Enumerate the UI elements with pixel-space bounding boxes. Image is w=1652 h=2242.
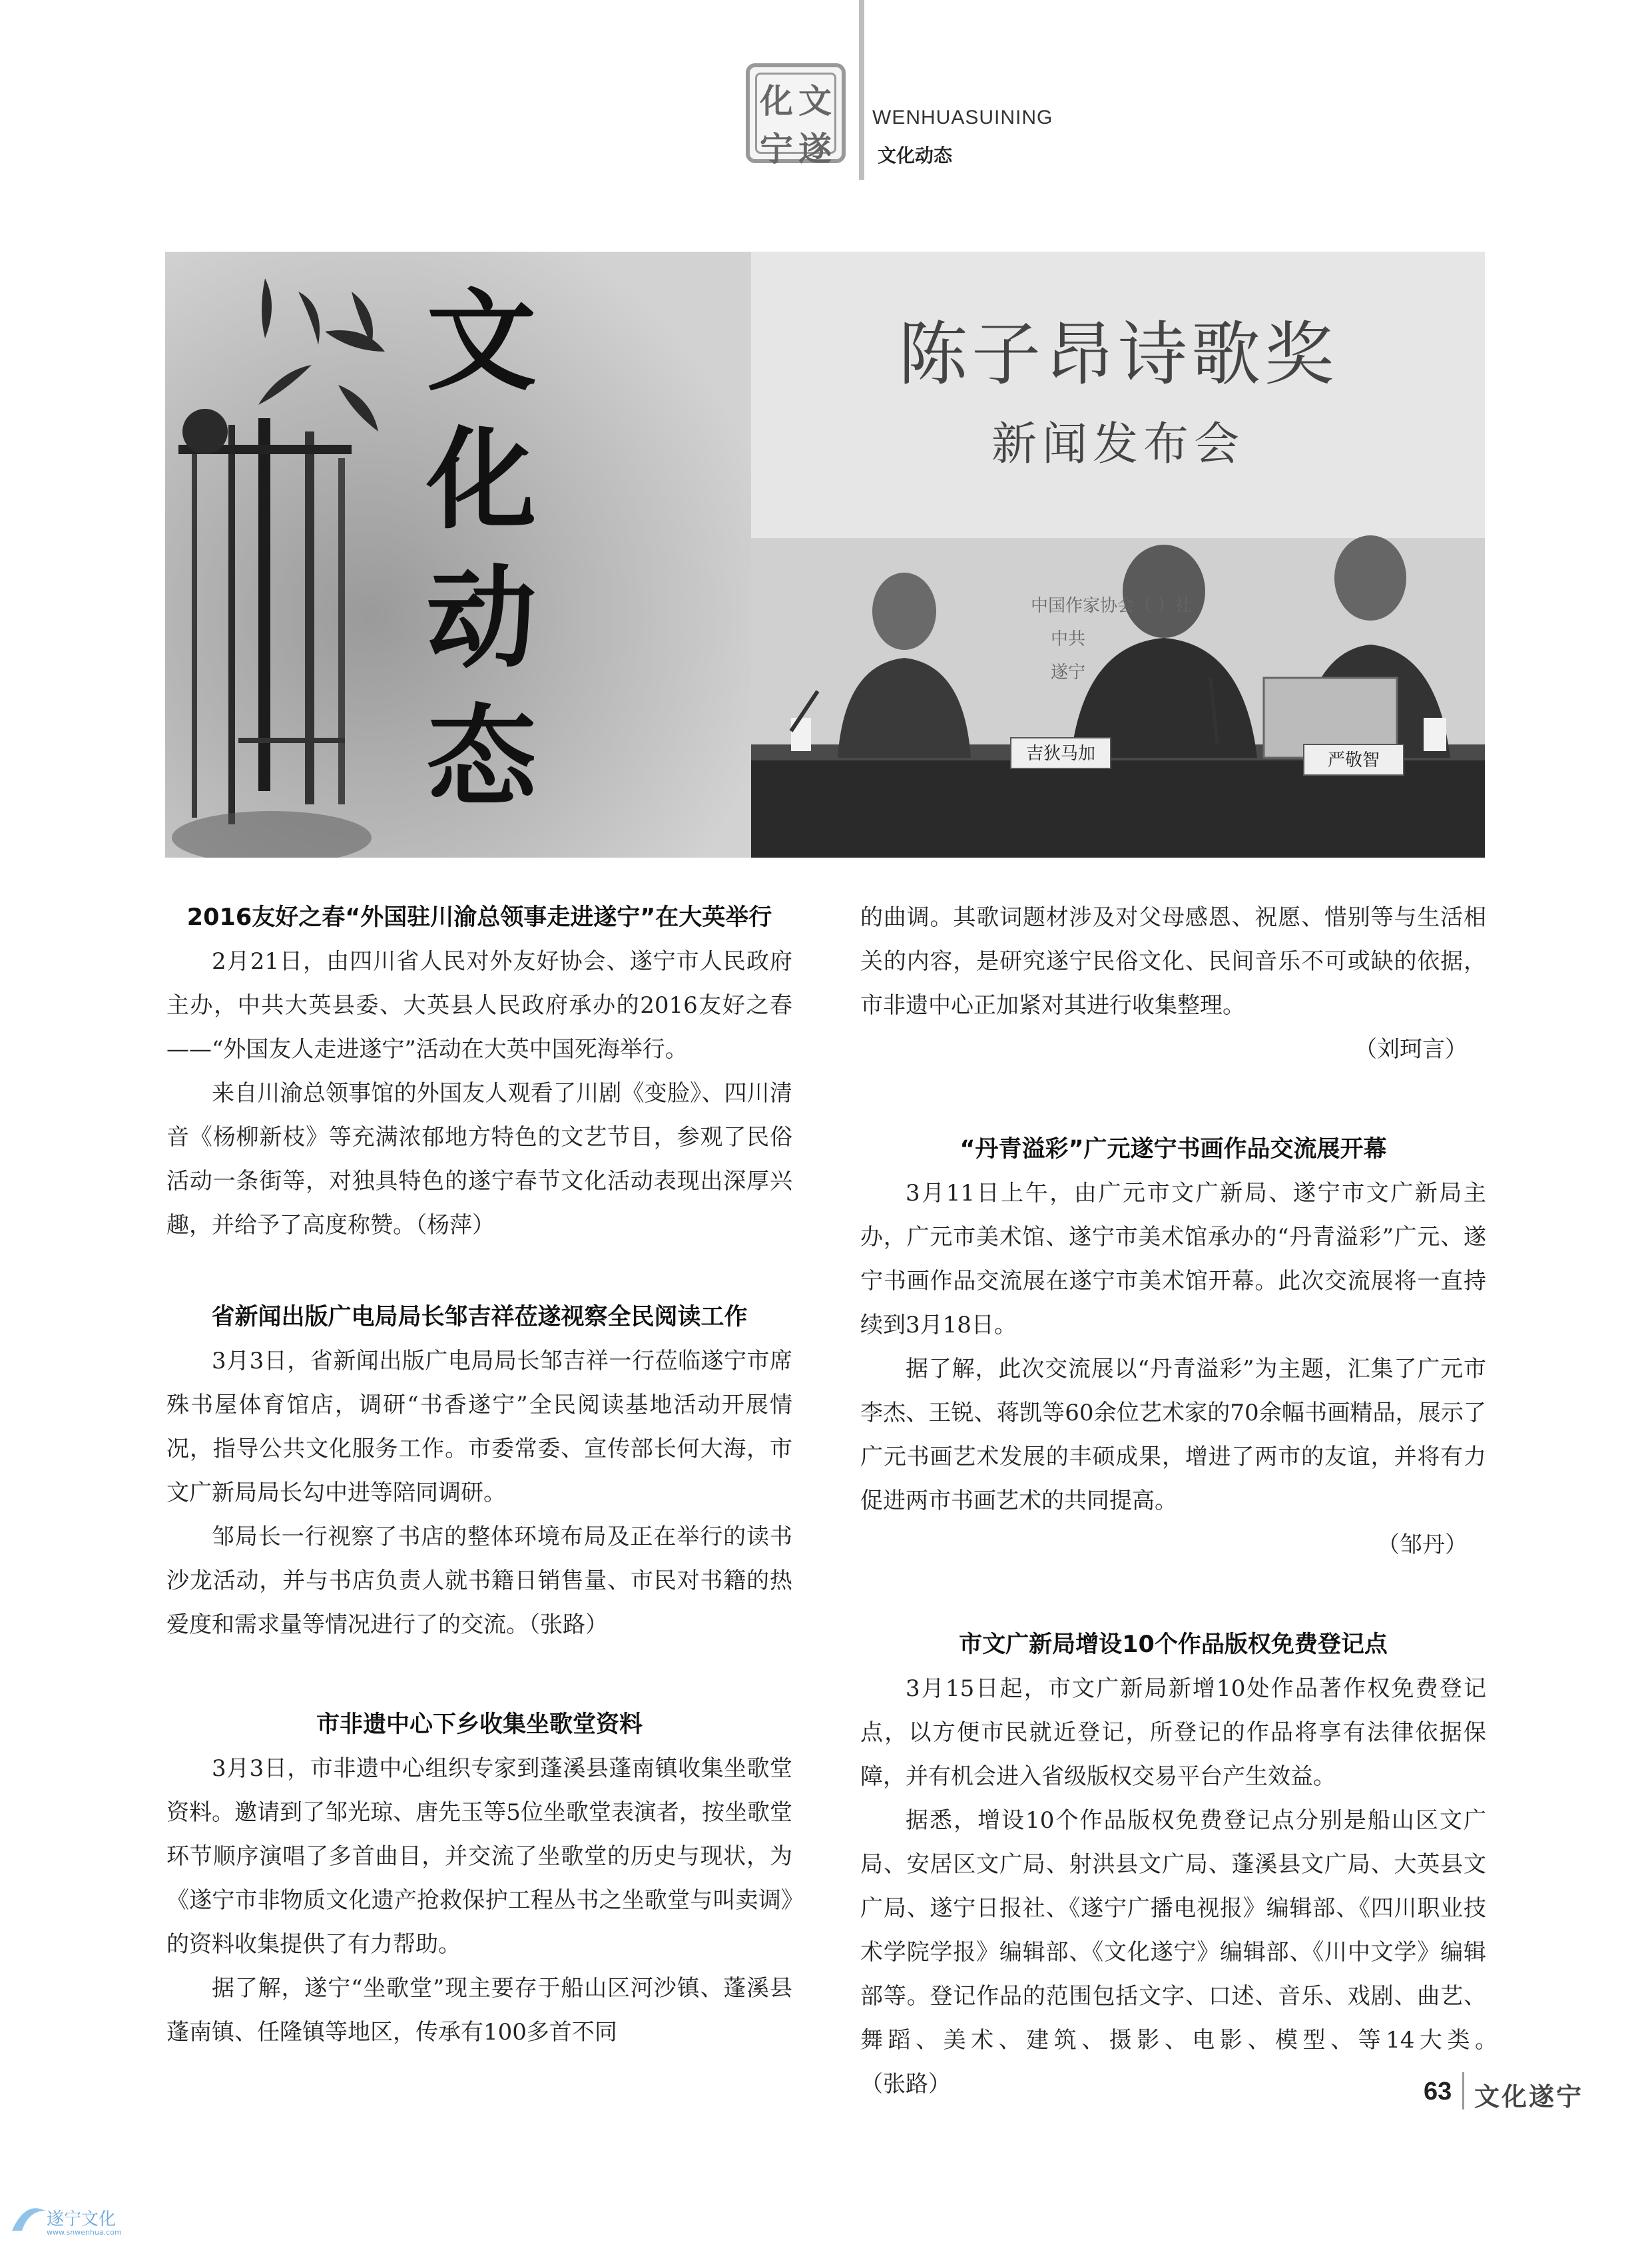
- page-number: 63: [1424, 2078, 1452, 2105]
- article-paragraph: 据了解，遂宁“坐歌堂”现主要存于船山区河沙镇、蓬溪县蓬南镇、任隆镇等地区，传承有100多首不同: [166, 1975, 792, 2046]
- magazine-name: 文化遂宁: [1474, 2082, 1584, 2111]
- backdrop-line: 遂宁: [1051, 663, 1086, 683]
- article-title: 市非遗中心下乡收集坐歌堂资料: [316, 1711, 643, 1738]
- big-title-char: 态: [426, 692, 537, 821]
- section-big-title: [418, 272, 545, 826]
- article-author: （刘珂言）: [1354, 1036, 1468, 1063]
- header-section-name: 文化动态: [878, 144, 953, 166]
- nameplate-left: 吉狄马加: [1025, 744, 1096, 764]
- backdrop-line: 中国作家协会（ ）社: [1031, 596, 1193, 616]
- big-title-char: 动: [426, 553, 537, 683]
- article-paragraph: 据悉，增设10个作品版权免费登记点分别是船山区文广局、安居区文广局、射洪县文广局、蓬溪县文广局、大英县文广局、遂宁日报社、《遂宁广播电视报》编辑部、《四川职业技术学院学报》编辑部、《文化遂宁》编辑部、《川中文学》编辑部等。登记作品的范围包括文字、口述、音乐、戏剧、曲艺、舞蹈、美术、建筑、摄影、电影、模型、等14大类。 （张路）: [860, 1807, 1577, 2098]
- article-paragraph-continued: 的曲调。其歌词题材涉及对父母感恩、祝愿、惜别等与生活相关的内容，是研究遂宁民俗文化、民间音乐不可或缺的依据，市非遗中心正加紧对其进行收集整理。: [860, 904, 1486, 1019]
- header-divider: [859, 0, 864, 180]
- article-paragraph: 据了解，此次交流展以“丹青溢彩”为主题，汇集了广元市李杰、王锐、蒋凯等60余位艺术家的70余幅书画精品，展示了广元书画艺术发展的丰硕成果，增进了两市的友谊，并将有力促进两市书画艺术的共同提高。: [860, 1356, 1486, 1514]
- article-paragraph: 3月3日，市非遗中心组织专家到蓬溪县蓬南镇收集坐歌堂资料。邀请到了邹光琼、唐先玉等5位坐歌堂表演者，按坐歌堂环节顺序演唱了多首曲目，并交流了坐歌堂的历史与现状，为《遂宁市非物质文化遗产抢救保护工程丛书之坐歌堂与叫卖调》的资料收集提供了有力帮助。: [166, 1755, 792, 1958]
- seal-char: 化: [760, 81, 793, 121]
- article-title: 省新闻出版广电局局长邹吉祥莅遂视察全民阅读工作: [211, 1304, 748, 1330]
- article-title: 市文广新局增设10个作品版权免费登记点: [959, 1631, 1388, 1658]
- article-paragraph: 3月3日，省新闻出版广电局局长邹吉祥一行莅临遂宁市席殊书屋体育馆店，调研“书香遂宁”全民阅读基地活动开展情况，指导公共文化服务工作。市委常委、宣传部长何大海，市文广新局局长勾中进等陪同调研。: [166, 1348, 792, 1506]
- footer-divider: [1462, 2072, 1464, 2109]
- article-paragraph: 来自川渝总领事馆的外国友人观看了川剧《变脸》、四川清音《杨柳新枝》等充满浓郁地方特色的文艺节目，参观了民俗活动一条街等，对独具特色的遂宁春节文化活动表现出深厚兴趣，并给予了高度称赞。（杨萍）: [166, 1080, 792, 1239]
- article-title: “丹青溢彩”广元遂宁书画作品交流展开幕: [960, 1136, 1387, 1163]
- article-paragraph: 3月11日上午，由广元市文广新局、遂宁市文广新局主办，广元市美术馆、遂宁市美术馆承办的“丹青溢彩”广元、遂宁书画作品交流展在遂宁市美术馆开幕。此次交流展将一直持续到3月18日。: [860, 1180, 1486, 1338]
- left-column: [166, 896, 792, 2054]
- seal-char: 遂: [798, 129, 832, 168]
- big-title-char: 化: [426, 415, 537, 544]
- magazine-seal-logo: [746, 63, 846, 168]
- hero-banner: [165, 252, 1485, 858]
- right-column: [860, 896, 1577, 2106]
- seal-char: 宁: [760, 129, 793, 168]
- article-author: （邹丹）: [1377, 1532, 1468, 1558]
- watermark-text: 遂宁文化: [47, 2209, 117, 2229]
- article-paragraph: 邹局长一行视察了书店的整体环境布局及正在举行的读书沙龙活动，并与书店负责人就书籍日销售量、市民对书籍的热爱度和需求量等情况进行了的交流。（张路）: [166, 1524, 792, 1638]
- seal-char: 文: [798, 81, 832, 121]
- big-title-char: 文: [426, 276, 537, 406]
- bamboo-decoration: [165, 252, 751, 858]
- header-english-title: WENHUASUINING: [872, 107, 1053, 129]
- backdrop-title: 陈子昂诗歌奖: [898, 314, 1338, 395]
- backdrop-line: 中共: [1051, 629, 1086, 649]
- backdrop-subtitle: 新闻发布会: [991, 418, 1244, 471]
- watermark-url: www.snwenhua.com: [47, 2228, 122, 2237]
- article-paragraph: 2月21日，由四川省人民对外友好协会、遂宁市人民政府主办，中共大英县委、大英县人民政府承办的2016友好之春——“外国友人走进遂宁”活动在大英中国死海举行。: [166, 948, 792, 1063]
- press-conference-photo: [751, 252, 1485, 858]
- article-title: 2016友好之春“外国驻川渝总领事走进遂宁”在大英举行: [186, 904, 772, 931]
- article-paragraph: 3月15日起，市文广新局新增10处作品著作权免费登记点，以方便市民就近登记，所登记的作品将享有法律依据保障，并有机会进入省级版权交易平台产生效益。: [860, 1675, 1486, 1790]
- nameplate-right: 严敬智: [1327, 750, 1380, 770]
